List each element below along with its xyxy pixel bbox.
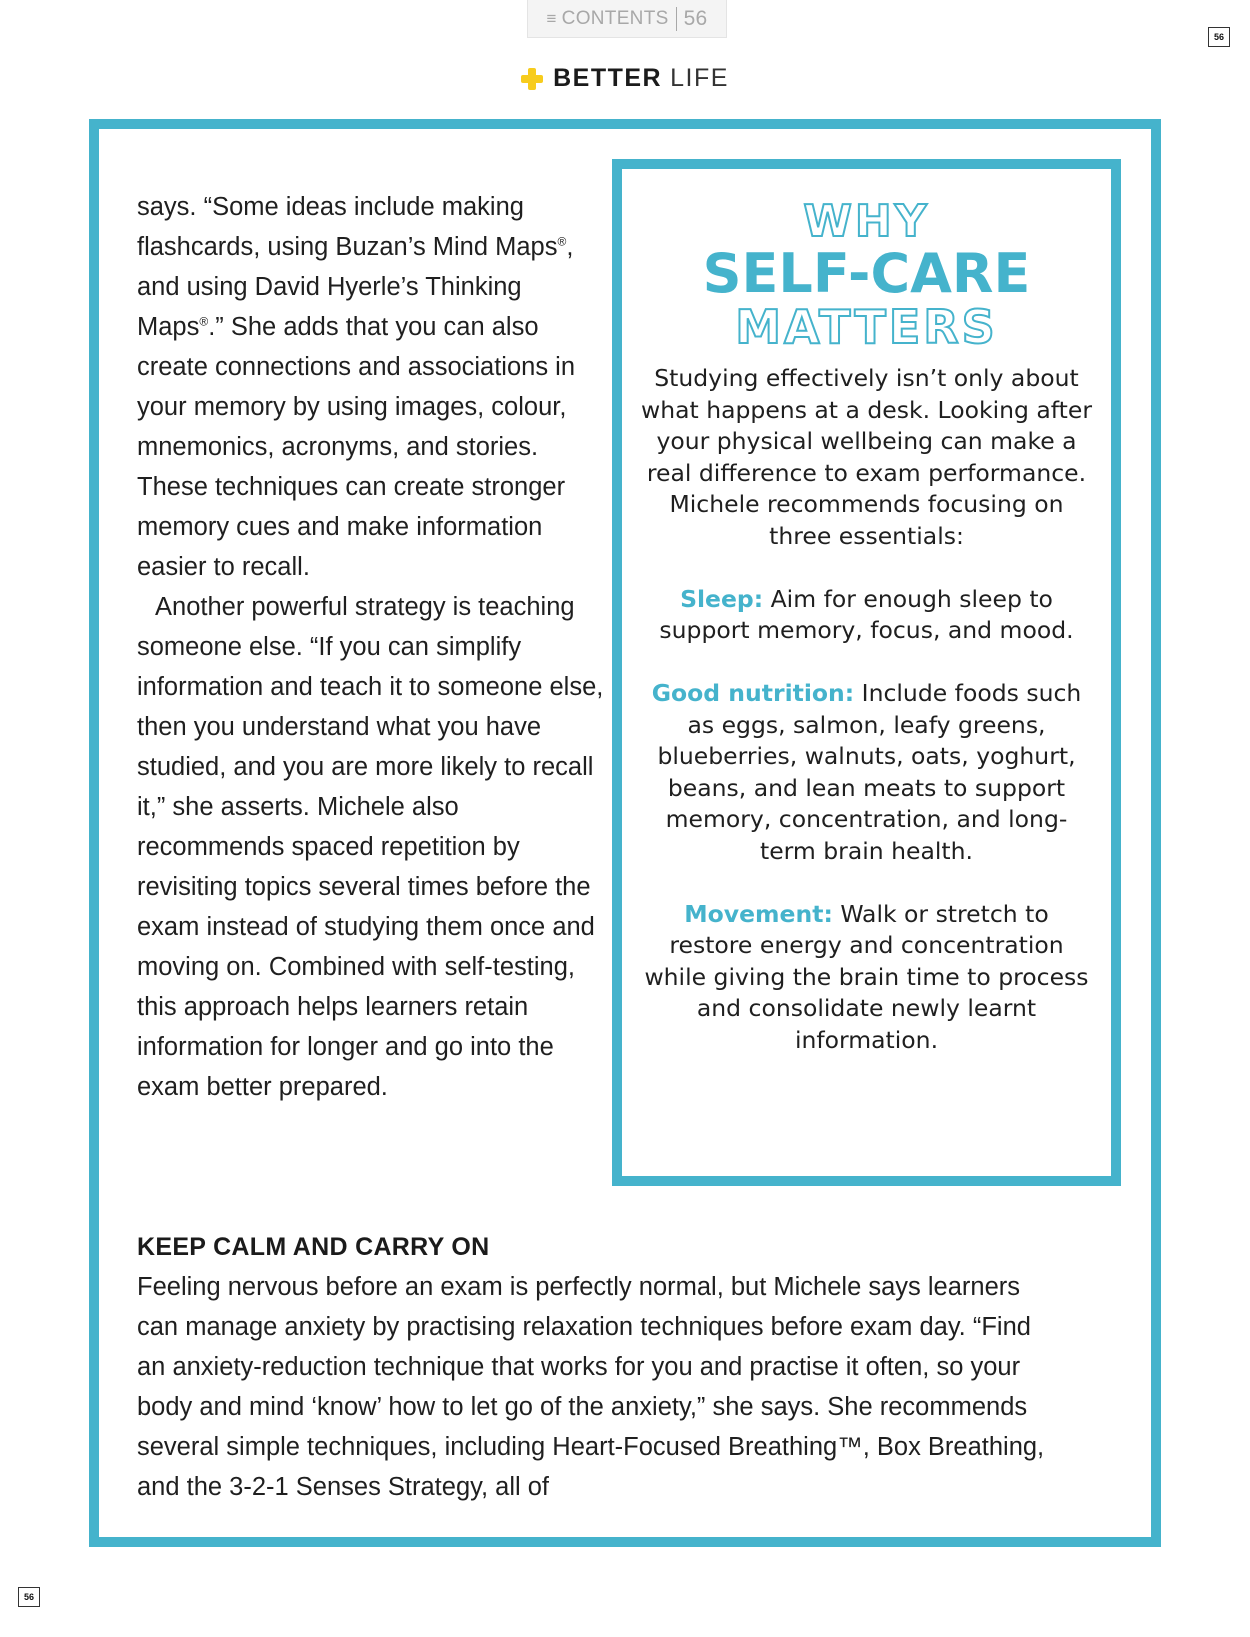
- section-label-bold: BETTER: [553, 64, 663, 92]
- contents-page-number: 56: [683, 6, 708, 30]
- sidebar-item-movement: [640, 899, 1093, 1057]
- contents-tab[interactable]: [527, 0, 727, 38]
- contents-label: CONTENTS: [561, 7, 669, 29]
- section-header: [0, 64, 1250, 93]
- plus-icon: [521, 68, 543, 90]
- p1-part-c: .” She adds that you can also create connections and associations in your memory by using images, colour, mnemonics, acronyms, and stories. These techniques can create stronger memory cues and make information easier to recall.: [137, 313, 576, 581]
- sidebar-item-label: Good nutrition:: [651, 679, 855, 707]
- sidebar-body: [622, 363, 1111, 1056]
- p1-part-a: says. “Some ideas include making flashcards, using Buzan’s Mind Maps: [137, 193, 558, 261]
- keep-calm-heading: KEEP CALM AND CARRY ON: [137, 1233, 490, 1261]
- article-column: [137, 187, 607, 1107]
- article-paragraph-1: [137, 187, 607, 587]
- registered-mark: ®: [557, 234, 567, 249]
- sidebar-item-text: Walk or stretch to restore energy and concentration while giving the brain time to process and consolidate newly learnt information.: [644, 899, 1089, 1054]
- page-marker-bottom: 56: [18, 1587, 40, 1607]
- sidebar-title-why: WHY: [803, 196, 930, 247]
- sidebar-intro: Studying effectively isn’t only about what happens at a desk. Looking after your physical wellbeing can make a real difference to exam performance. Michele recommends focusing on three essentials:: [641, 364, 1092, 550]
- sidebar-item-label: Sleep:: [680, 584, 764, 613]
- keep-calm-body: Feeling nervous before an exam is perfectly normal, but Michele says learners can manage anxiety by practising relaxation techniques before exam day. “Find an anxiety-reduction technique that works for you and practise it often, so your body and mind ‘know’ how to let go of the anxiety,” she says. She recommends several simple techniques, including Heart-Focused Breathing™, Box Breathing, and the 3-2-1 Senses Strategy, all of: [137, 1273, 1045, 1501]
- sidebar-item-text: Include foods such as eggs, salmon, leafy greens, blueberries, walnuts, oats, yoghurt, beans, and lean meats to support memory, concentration, and long-term brain health.: [657, 679, 1082, 865]
- registered-mark: ®: [199, 314, 209, 329]
- section-label-light: LIFE: [670, 64, 729, 92]
- p1-part-b: , and using David Hyerle’s Thinking Maps: [137, 233, 574, 341]
- sidebar-item-sleep: [640, 584, 1093, 647]
- sidebar-item-nutrition: [640, 678, 1093, 867]
- article-paragraph-2: Another powerful strategy is teaching someone else. “If you can simplify information and teach it to someone else, then you understand what you have studied, and you are more likely to recall it,” she asserts. Michele also recommends spaced repetition by revisiting topics several times before the exam instead of studying them once and moving on. Combined with self-testing, this approach helps learners retain information for longer and go into the exam better prepared.: [137, 593, 604, 1101]
- menu-lines-icon: ≡: [546, 8, 557, 28]
- self-care-sidebar: [612, 159, 1121, 1186]
- sidebar-item-label: Movement:: [684, 899, 833, 928]
- sidebar-title-matters: MATTERS: [735, 300, 998, 354]
- divider: [676, 7, 677, 31]
- sidebar-item-text: Aim for enough sleep to support memory, focus, and mood.: [659, 584, 1074, 644]
- sidebar-title-self-care: SELF-CARE: [702, 242, 1031, 305]
- page-marker-top: 56: [1208, 27, 1230, 47]
